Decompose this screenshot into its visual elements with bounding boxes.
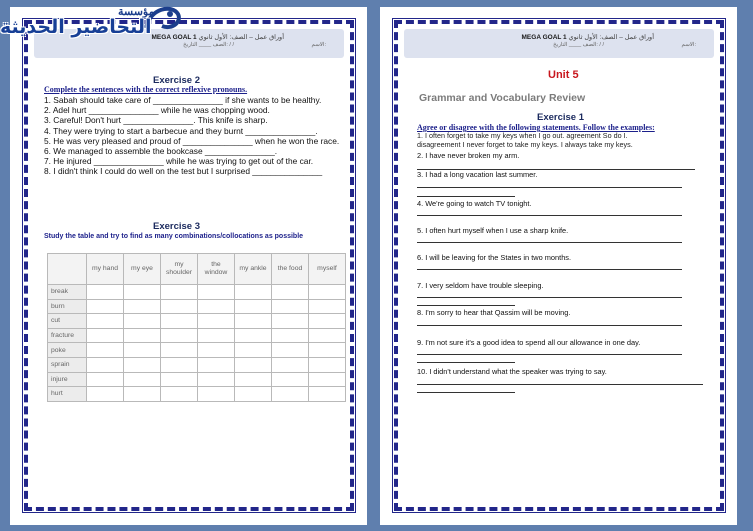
- table-cell: [235, 357, 272, 372]
- table-cell: [235, 328, 272, 343]
- table-row: [48, 328, 346, 343]
- table-cell: [161, 343, 198, 358]
- table-row: [48, 343, 346, 358]
- list-item: 4. They were trying to start a barbecue and they burnt _______________.: [44, 125, 318, 136]
- row-label: fracture: [48, 328, 87, 343]
- unit-title: Unit 5: [548, 69, 579, 81]
- example-line-1: 1. I often forget to take my keys when I go out. agreement So do I.: [417, 131, 628, 140]
- row-label: poke: [48, 343, 87, 358]
- example-line-2: disagreement I never forget to take my keys. I always take my keys.: [417, 140, 633, 149]
- table-cell: [198, 328, 235, 343]
- exercise-3-instruction: Study the table and try to find as many combinations/collocations as possible: [44, 233, 304, 240]
- answer-line: [417, 325, 682, 326]
- table-cell: [309, 372, 346, 387]
- table-cell: [87, 299, 124, 314]
- exercise-1-instruction: Agree or disagree with the following statements. Follow the examples:: [417, 123, 655, 132]
- table-cell: [235, 314, 272, 329]
- table-cell: [235, 343, 272, 358]
- row-label: burn: [48, 299, 87, 314]
- statement-item: 10. I didn't understand what the speaker was trying to say.: [417, 367, 607, 376]
- table-row: [48, 285, 346, 300]
- table-cell: [87, 285, 124, 300]
- table-cell: [161, 328, 198, 343]
- header-date: الصف ____ التاريخ: / /: [183, 42, 234, 48]
- table-cell: [309, 314, 346, 329]
- table-cell: [87, 314, 124, 329]
- statement-item: 2. I have never broken my arm.: [417, 151, 520, 160]
- table-cell: [161, 299, 198, 314]
- row-label: injure: [48, 372, 87, 387]
- worksheet-header: [404, 29, 714, 58]
- logo-top-text: مؤسسة: [118, 6, 155, 18]
- column-header: my hand: [87, 254, 124, 285]
- collocation-table: [47, 253, 346, 402]
- header-title: MEGA GOAL 1 أوراق عمل – الصف: الأول ثانوي: [521, 34, 654, 41]
- table-cell: [272, 343, 309, 358]
- table-cell: [272, 328, 309, 343]
- column-header: my ankle: [235, 254, 272, 285]
- table-cell: [87, 372, 124, 387]
- table-cell: [272, 285, 309, 300]
- statement-item: 9. I'm not sure it's a good idea to spend all our allowance in one day.: [417, 338, 641, 347]
- table-cell: [272, 357, 309, 372]
- column-header: my shoulder: [161, 254, 198, 285]
- statement-item: 7. I very seldom have trouble sleeping.: [417, 281, 544, 290]
- header-name: الاسم:: [311, 42, 326, 48]
- table-cell: [309, 357, 346, 372]
- list-item: 7. He injured _______________ while he was trying to get out of the car.: [44, 156, 314, 167]
- list-item: 6. We managed to assemble the bookcase _______________.: [44, 146, 278, 157]
- table-cell: [124, 387, 161, 402]
- statement-item: 4. We're going to watch TV tonight.: [417, 199, 532, 208]
- publisher-logo: [0, 2, 182, 42]
- column-header: my eye: [124, 254, 161, 285]
- table-cell: [235, 285, 272, 300]
- table-cell: [161, 387, 198, 402]
- list-item: 5. He was very pleased and proud of _______________ when he won the race.: [44, 135, 340, 146]
- table-row: [48, 387, 346, 402]
- table-cell: [198, 285, 235, 300]
- column-header: the food: [272, 254, 309, 285]
- table-cell: [309, 299, 346, 314]
- table-cell: [124, 372, 161, 387]
- table-cell: [161, 372, 198, 387]
- exercise-2-title: Exercise 2: [153, 75, 201, 86]
- table-cell: [272, 314, 309, 329]
- table-cell: [124, 314, 161, 329]
- list-item: 3. Careful! Don't hurt _______________. This knife is sharp.: [44, 115, 268, 126]
- table-cell: [198, 299, 235, 314]
- logo-main-text: التحاضير الحديثة: [0, 16, 152, 38]
- table-cell: [124, 285, 161, 300]
- answer-line: [417, 305, 515, 306]
- table-cell: [87, 328, 124, 343]
- exercise-2-instruction: Complete the sentences with the correct reflexive pronouns.: [44, 85, 248, 94]
- answer-line: [417, 362, 515, 363]
- list-item: 2. Adel hurt _______________ while he was chopping wood.: [44, 105, 270, 116]
- list-item: 8. I didn't think I could do well on the test but I surprised _______________: [44, 166, 323, 177]
- table-cell: [124, 328, 161, 343]
- table-cell: [235, 299, 272, 314]
- answer-line: [417, 384, 703, 385]
- statement-item: 6. I will be leaving for the States in two months.: [417, 253, 572, 262]
- table-cell: [124, 299, 161, 314]
- table-cell: [87, 343, 124, 358]
- dashed-page-border: [24, 20, 354, 511]
- exercise-2-items: [44, 95, 346, 177]
- table-cell: [309, 285, 346, 300]
- table-row: [48, 299, 346, 314]
- header-title: MEGA GOAL 1 أوراق عمل – الصف: الأول ثانوي: [151, 34, 284, 41]
- table-cell: [235, 372, 272, 387]
- table-cell: [161, 314, 198, 329]
- answer-line: [417, 215, 682, 216]
- worksheet-page-left: [10, 7, 367, 525]
- table-cell: [272, 387, 309, 402]
- column-header: myself: [309, 254, 346, 285]
- table-row: [48, 314, 346, 329]
- table-cell: [309, 343, 346, 358]
- table-cell: [235, 387, 272, 402]
- header-name: الاسم:: [681, 42, 696, 48]
- row-label: break: [48, 285, 87, 300]
- column-header: the window: [198, 254, 235, 285]
- answer-line: [417, 242, 682, 243]
- worksheet-page-right: [380, 7, 737, 525]
- table-cell: [272, 299, 309, 314]
- answer-line: [417, 354, 682, 355]
- row-label: sprain: [48, 357, 87, 372]
- table-cell: [198, 372, 235, 387]
- table-row: [48, 357, 346, 372]
- table-header-row: [48, 254, 346, 285]
- row-label: cut: [48, 314, 87, 329]
- section-title: Grammar and Vocabulary Review: [419, 92, 586, 104]
- table-cell: [309, 387, 346, 402]
- statement-item: 8. I'm sorry to hear that Qassim will be moving.: [417, 308, 571, 317]
- statement-item: 3. I had a long vacation last summer.: [417, 170, 538, 179]
- table-cell: [198, 314, 235, 329]
- header-date: الصف ____ التاريخ: / /: [553, 42, 604, 48]
- table-cell: [272, 372, 309, 387]
- table-cell: [161, 357, 198, 372]
- answer-line: [417, 196, 515, 197]
- table-cell: [124, 343, 161, 358]
- table-cell: [198, 387, 235, 402]
- table-cell: [87, 357, 124, 372]
- answer-line: [417, 392, 515, 393]
- statement-item: 5. I often hurt myself when I use a sharp knife.: [417, 226, 569, 235]
- table-cell: [161, 285, 198, 300]
- answer-line: [417, 187, 682, 188]
- exercise-1-title: Exercise 1: [537, 112, 585, 123]
- table-cell: [309, 328, 346, 343]
- table-cell: [87, 387, 124, 402]
- row-label: hurt: [48, 387, 87, 402]
- answer-line: [417, 269, 682, 270]
- table-cell: [124, 357, 161, 372]
- exercise-3-title: Exercise 3: [153, 221, 201, 232]
- table-row: [48, 372, 346, 387]
- answer-line: [417, 297, 682, 298]
- list-item: 1. Sabah should take care of _______________ if she wants to be healthy.: [44, 95, 322, 105]
- table-cell: [198, 343, 235, 358]
- table-cell: [198, 357, 235, 372]
